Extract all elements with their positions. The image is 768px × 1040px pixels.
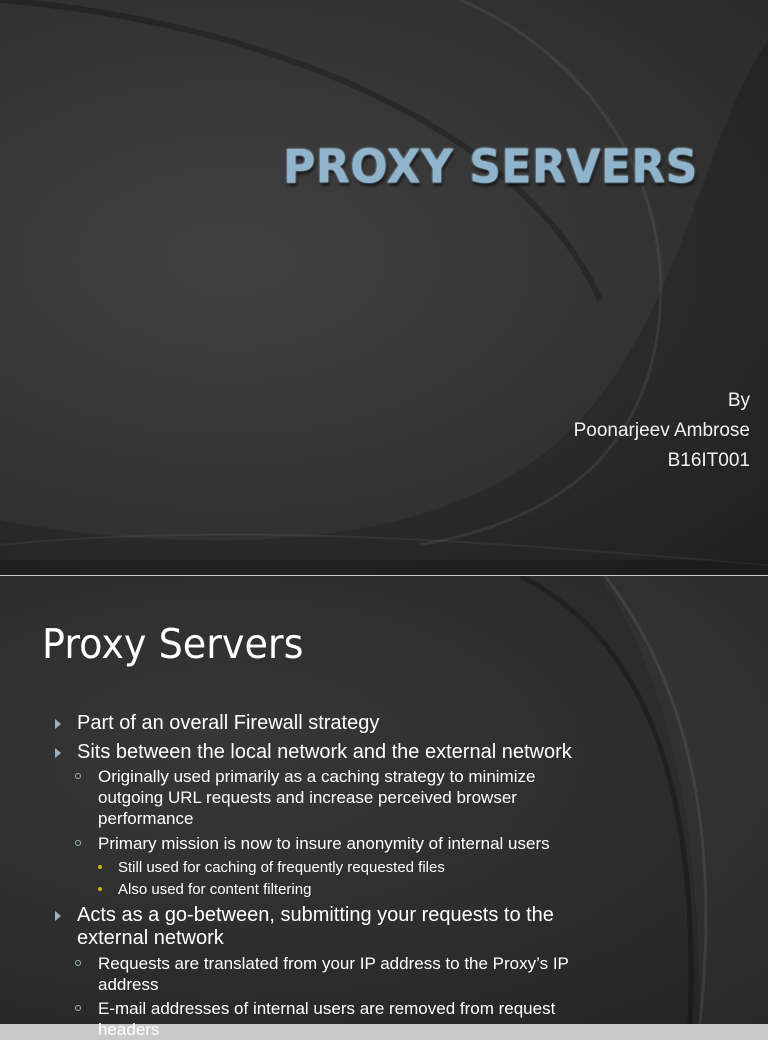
bullet-ring-icon [75, 1005, 81, 1011]
author-by: By [727, 390, 750, 411]
bullet-triangle-icon [55, 748, 61, 758]
bullet-dot-icon [98, 865, 102, 869]
bullet-triangle-icon [55, 719, 61, 729]
author-name: Poonarjeev Ambrose [573, 420, 750, 441]
bullet-triangle-icon [55, 911, 61, 921]
bullet-ring-icon [75, 773, 81, 779]
bullet-item: E-mail addresses of internal users are removed from request [98, 999, 556, 1018]
author-block [574, 386, 750, 476]
bullet-dot-icon [98, 887, 102, 891]
bullet-item-cont: external network [77, 927, 224, 949]
slide1-title: PROXY SERVERS [283, 140, 698, 195]
bullet-item: Acts as a go-between, submitting your requests to the [77, 904, 554, 926]
bullet-item: Requests are translated from your IP address to the Proxy’s IP [98, 954, 569, 973]
bullet-item: Primary mission is now to insure anonymity of internal users [98, 834, 550, 853]
bullet-item: Originally used primarily as a caching strategy to minimize [98, 767, 536, 786]
bullet-ring-icon [75, 960, 81, 966]
slide2-title: Proxy Servers [42, 620, 304, 668]
bullet-item-cont: headers [98, 1020, 160, 1039]
bullet-item-cont: outgoing URL requests and increase perceived browser [98, 788, 517, 807]
bullet-item: Still used for caching of frequently requested files [118, 859, 445, 876]
bullet-item-cont: address [98, 975, 159, 994]
bullet-item: Sits between the local network and the external network [77, 741, 572, 763]
bullet-item: Part of an overall Firewall strategy [77, 712, 380, 734]
author-id: B16IT001 [667, 450, 750, 471]
bullet-item-cont: performance [98, 809, 194, 828]
bullet-item: Also used for content filtering [118, 881, 312, 898]
bullet-ring-icon [75, 840, 81, 846]
